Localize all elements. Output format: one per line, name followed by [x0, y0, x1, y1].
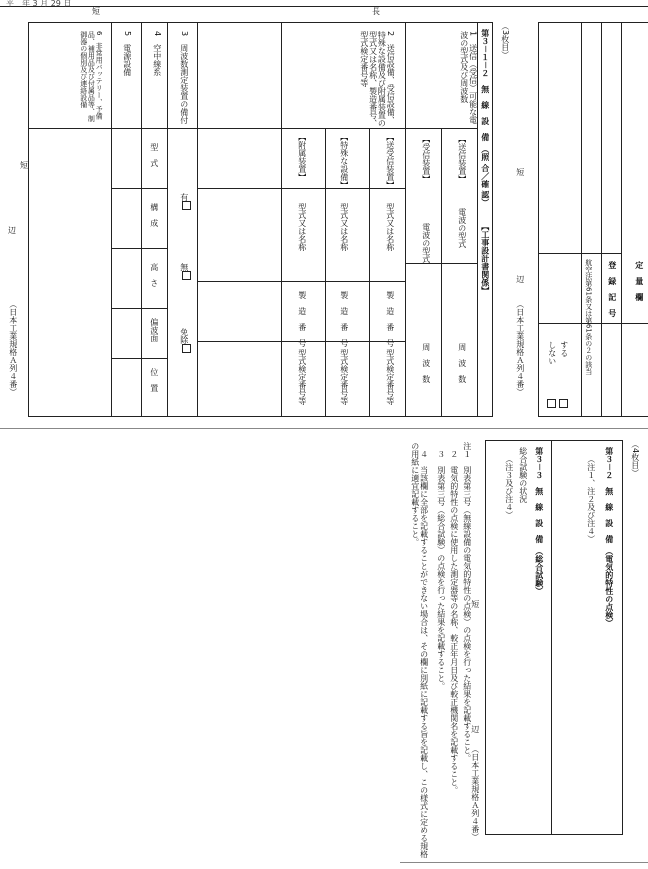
txrx-model: 型式又は名称 — [385, 203, 395, 251]
note-2: ２ 電気的特性の点検に使用した測定器等の名称、較正年月日及び較正機関名を記載すること。 — [449, 442, 459, 794]
side-label-short-top: 短 — [92, 7, 100, 16]
txrx-serial: 製 造 番 号 — [385, 291, 395, 347]
row2-sub: 総合試験の状況 — [518, 447, 528, 503]
rx-wave-type: 電波の型式 — [421, 223, 431, 263]
antenna-polar: 偏波面 — [149, 318, 159, 342]
rx-label: 【受信装置】 — [421, 135, 431, 183]
sheet-number-4: （4枚目） — [630, 440, 640, 478]
yes-option[interactable]: する — [559, 341, 569, 357]
item-6-label: 6 非常用バッテリー、予備品、補用品及び付属品等、制御器の個別及び連絡設備 — [79, 31, 104, 122]
row1-note: （注１、注２及び注４） — [586, 455, 596, 543]
has-checkbox[interactable] — [182, 201, 191, 210]
aux-model: 型式又は名称 — [297, 203, 307, 251]
left-sheet-footer: （日本工業規格Ａ列４番） — [8, 300, 18, 396]
check-title: 定 量 欄 — [634, 261, 644, 301]
row2-title: 第３－３ 無 線 設 備 （総合試験） — [534, 447, 544, 595]
txrx-label: 【送受信装置】 — [385, 133, 395, 189]
tx-wave-type: 電波の型式 — [457, 208, 467, 248]
registration-table — [538, 22, 648, 417]
note-1: 注１ 別表第三号（無線設備の電気的特性の点検）の点検を行った結果を記載すること。 — [462, 442, 472, 762]
item-2-label: 2 送信設備、受信設備、特殊な設備及び附属装置の型式又は名称、製造番号、型式検定番号等 — [359, 31, 396, 127]
antenna-position: 位 置 — [149, 368, 159, 392]
side-label-long: 長 — [372, 7, 380, 16]
txrx-cert: 型式検定番号等 — [385, 349, 395, 405]
registration-mark: 登 録 記 号 — [607, 261, 617, 317]
right-bottom-footer: （日本工業規格Ａ列４番） — [470, 745, 480, 841]
note-4: ４ 当該欄に全部を記載することができない場合は、その欄に別紙に記載する旨を記載し、この様式に定める規格の用紙に適宜記載すること。 — [410, 442, 429, 858]
none-option[interactable]: 無 — [179, 263, 191, 280]
tx-label: 【送信装置】 — [457, 135, 467, 183]
none-checkbox[interactable] — [182, 271, 191, 280]
antenna-height: 高 さ — [149, 263, 159, 287]
top-text: 平 年 3 月 29 日 — [6, 0, 72, 8]
aviation-law-text: 航空法第61条又は第61条の２の該当 — [584, 259, 593, 375]
exempt-checkbox[interactable] — [182, 344, 191, 353]
form-3-1-2-table — [28, 22, 493, 417]
tx-freq: 周 波 数 — [457, 343, 467, 383]
has-option[interactable]: 有 — [179, 193, 191, 210]
item-5-label: 5 電源設備 — [122, 31, 132, 77]
item-3-label: 3 周波数測定装置の備付 — [179, 31, 189, 125]
exempt-option[interactable]: 免除 — [179, 328, 191, 353]
row1-title: 第３－２ 無 線 設 備 （電気的特性の点検） — [604, 447, 614, 627]
right-bottom-short-side: 短 — [470, 600, 480, 608]
no-option[interactable]: しない — [547, 341, 557, 365]
item-1-label: 1 送信（受信）可能な電波の型式及び周波数 — [459, 31, 478, 125]
antenna-shape: 型 式 — [149, 143, 159, 167]
right-top-footer: （日本工業規格Ａ列４番） — [515, 300, 525, 396]
special-label: 【特殊な設備】 — [339, 133, 349, 189]
special-cert: 型式検定番号等 — [339, 349, 349, 405]
row2-note: （注３及び注４） — [504, 455, 514, 519]
right-top-long-side: 辺 — [515, 275, 525, 283]
special-serial: 製 造 番 号 — [339, 291, 349, 347]
form-title: 第３－１－２ 無 線 設 備 （照 合／確 認） 【工事設計書関係】 — [480, 29, 490, 295]
right-top-short-side: 短 — [515, 168, 525, 176]
no-checkbox[interactable] — [547, 393, 556, 412]
right-bottom-long-side: 辺 — [470, 725, 480, 733]
aux-serial: 製 造 番 号 — [297, 291, 307, 347]
aux-label: 【附属装置】 — [297, 133, 307, 181]
special-model: 型式又は名称 — [339, 203, 349, 251]
sheet-number-3: （3枚目） — [500, 22, 510, 60]
rx-freq: 周 波 数 — [421, 343, 431, 383]
yes-checkbox[interactable] — [559, 393, 568, 412]
note-3: ３ 別表第三号（総合試験）の点検を行った結果を記載すること。 — [436, 442, 446, 690]
form-3-2-3-3-table — [485, 440, 623, 835]
antenna-structure: 構 成 — [149, 203, 159, 227]
aux-cert: 型式検定番号等 — [297, 349, 307, 405]
left-side-short: 短 — [20, 161, 28, 170]
left-side-long: 辺 — [8, 226, 16, 235]
item-4-label: 4 空中線系 — [152, 31, 162, 77]
